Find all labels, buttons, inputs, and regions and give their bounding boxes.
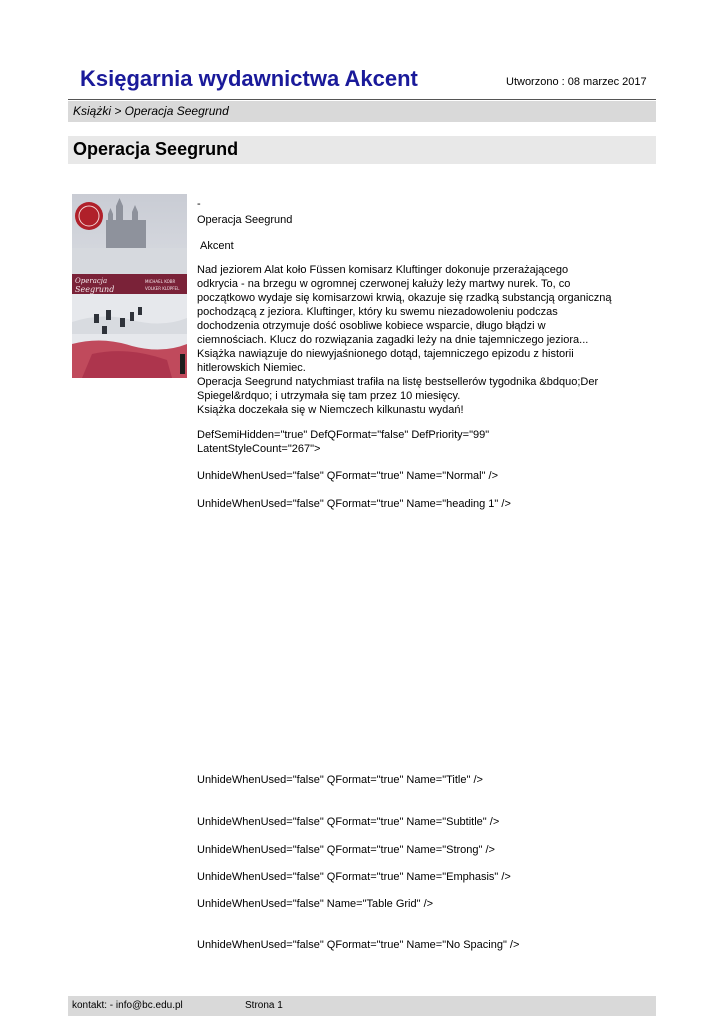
cover-author1: MICHAEL KOBR — [145, 279, 176, 284]
description-line: Spiegel&rdquo; i utrzymała się tam przez 10 miesięcy. — [197, 390, 461, 402]
extra-text-line: UnhideWhenUsed="false" QFormat="true" Name="Strong" /> — [197, 844, 495, 856]
breadcrumb — [68, 101, 656, 122]
site-title: Księgarnia wydawnictwa Akcent — [80, 66, 418, 91]
book-name: Operacja Seegrund — [197, 214, 293, 226]
extra-text-line: UnhideWhenUsed="false" QFormat="true" Name="heading 1" /> — [197, 498, 511, 510]
cover-author2: VOLKER KLÜPFEL — [145, 286, 180, 291]
breadcrumb-text[interactable]: Książki > Operacja Seegrund — [73, 104, 229, 118]
page-number: Strona 1 — [245, 1000, 283, 1011]
description-line: odkrycia - na brzegu w ogromnej czerwonej kałuży leży martwy nurek. To, co — [197, 278, 571, 290]
description-line: Operacja Seegrund natychmiast trafiła na listę bestsellerów tygodnika &bdquo;Der — [197, 376, 599, 388]
page-title: Operacja Seegrund — [73, 139, 239, 159]
extra-text-line: UnhideWhenUsed="false" QFormat="true" Name="Emphasis" /> — [197, 871, 511, 883]
cover-title-line2: Seegrund — [75, 285, 115, 294]
created-date: Utworzono : 08 marzec 2017 — [506, 76, 647, 88]
publisher: Akcent — [200, 240, 234, 252]
description-line: pochodzącą z jeziora. Kluftinger, który ku swemu niezadowoleniu podczas — [197, 306, 558, 318]
footer — [68, 996, 656, 1016]
description-line: Książka nawiązuje do niewyjaśnionego dotąd, tajemniczego epizodu z historii — [197, 348, 574, 360]
extra-text-line: UnhideWhenUsed="false" QFormat="true" Name="Subtitle" /> — [197, 816, 500, 828]
page-title-bar — [68, 136, 656, 164]
extra-text-line: UnhideWhenUsed="false" QFormat="true" Name="No Spacing" /> — [197, 939, 520, 951]
dash-line: - — [197, 198, 201, 210]
cover-title-line1: Operacja — [75, 277, 108, 285]
description-line: Książka doczekała się w Niemczech kilkunastu wydań! — [197, 404, 464, 416]
description-line: ciemnościach. Klucz do rozwiązania zagadki leży na dnie tajemniczego jeziora... — [197, 334, 589, 346]
footer-contact[interactable]: kontakt: - info@bc.edu.pl — [72, 1000, 183, 1011]
extra-text-line: UnhideWhenUsed="false" QFormat="true" Name="Normal" /> — [197, 470, 498, 482]
extra-text-line: UnhideWhenUsed="false" QFormat="true" Name="Title" /> — [197, 774, 483, 786]
description-line: hitlerowskich Niemiec. — [197, 362, 306, 374]
extra-text-line: DefSemiHidden="true" DefQFormat="false" DefPriority="99" — [197, 429, 490, 441]
extra-text-line: UnhideWhenUsed="false" Name="Table Grid" /> — [197, 898, 434, 910]
book-description — [197, 263, 637, 417]
book-cover-image — [72, 194, 187, 378]
description-line: dochodzenia otrzymuje dość osobliwe kobiece wsparcie, długo błądzi w — [197, 320, 546, 332]
description-line: Nad jeziorem Alat koło Füssen komisarz Kluftinger dokonuje przerażającego — [197, 264, 569, 276]
description-line: początkowo wydaje się komisarzowi krwią, okazuje się rzadką substancją organiczną — [197, 292, 612, 304]
extra-text-line: LatentStyleCount="267"> — [197, 443, 321, 455]
header-divider — [68, 99, 656, 100]
